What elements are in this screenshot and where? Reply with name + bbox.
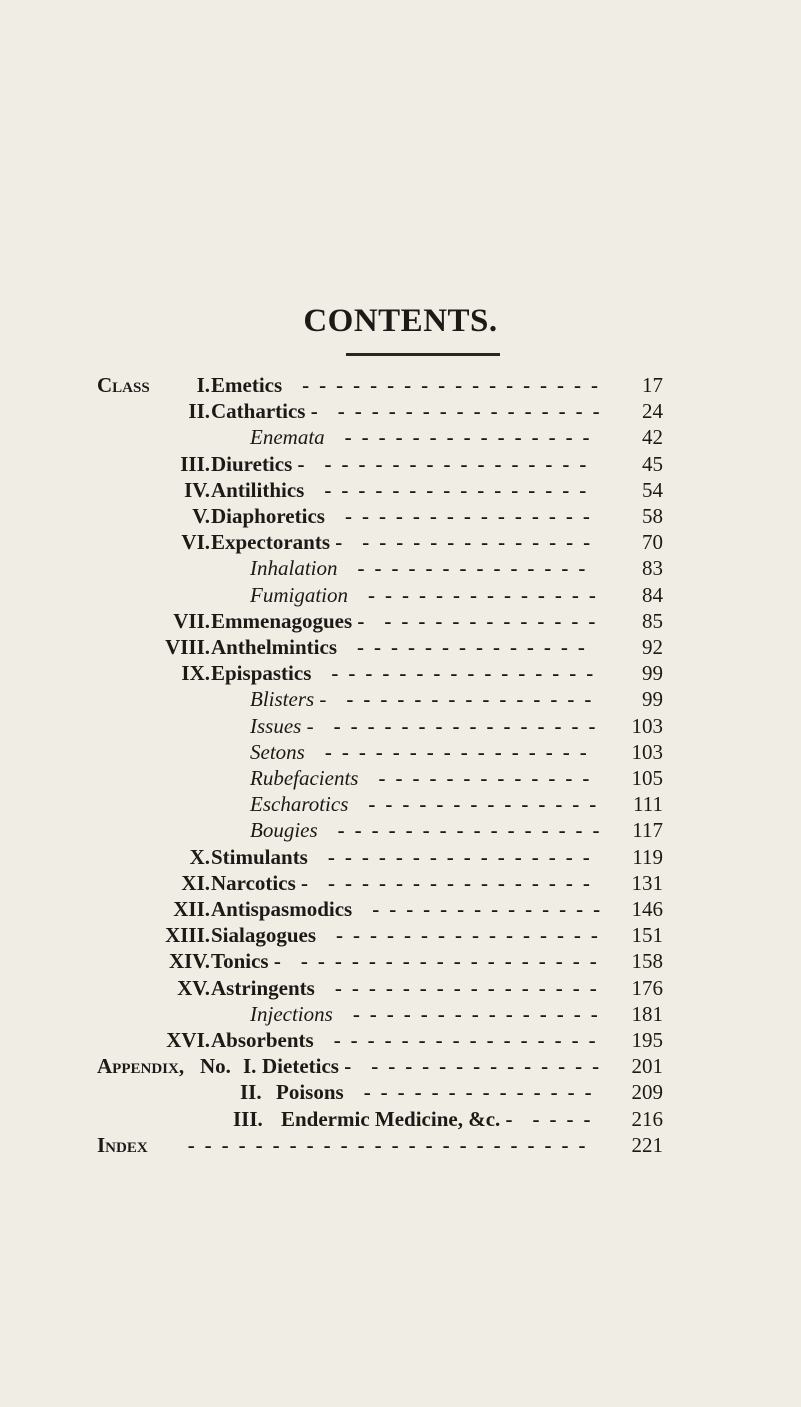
page-number: 103 <box>631 739 663 764</box>
dot-leader: ---------------- <box>336 923 608 948</box>
appendix-entry <box>0 1053 801 1079</box>
entry-title: Diuretics - <box>211 451 305 476</box>
page-number: 70 <box>642 530 663 555</box>
page-number: 195 <box>631 1028 663 1052</box>
toc-entry <box>0 791 801 817</box>
entry-title: Setons <box>250 739 305 764</box>
toc-entry <box>0 529 801 555</box>
page-number: 111 <box>633 792 663 817</box>
page-number: 92 <box>642 635 663 659</box>
class-numeral: IX. <box>181 661 210 686</box>
entry-title: Anthelmintics <box>211 635 337 659</box>
entry-title: Endermic Medicine, &c. - <box>281 1106 513 1131</box>
title-rule <box>346 353 500 356</box>
toc-entry <box>0 451 801 477</box>
page-number: 221 <box>631 1132 663 1157</box>
page-number: 176 <box>631 975 663 1000</box>
class-numeral: XII. <box>173 897 210 921</box>
dot-leader: ------------------ <box>300 949 607 974</box>
toc-entry <box>0 765 801 791</box>
appendix-entry <box>0 1079 801 1105</box>
appendix-numeral: II. <box>240 1080 262 1105</box>
toc-entry <box>0 477 801 503</box>
class-numeral: IV. <box>184 477 210 502</box>
page-number: 58 <box>642 504 663 528</box>
dot-leader: ---------------- <box>324 739 597 764</box>
entry-title: Blisters - <box>250 687 327 712</box>
entry-title: Injections <box>250 1001 333 1026</box>
entry-title: Astringents <box>211 975 315 1000</box>
entry-title: Emetics <box>211 373 283 397</box>
class-numeral: XIV. <box>168 949 210 974</box>
entry-title: Sialagogues <box>211 923 317 948</box>
entry-title: Stimulants <box>211 844 308 869</box>
entry-title: Inhalation <box>250 556 338 581</box>
entry-title: Narcotics - <box>211 870 308 895</box>
entry-title: Epispastics <box>211 661 312 686</box>
class-numeral: V. <box>192 504 210 528</box>
dot-leader: ------------- <box>378 766 600 790</box>
page-title: CONTENTS. <box>303 303 498 339</box>
class-numeral: I. <box>196 373 210 397</box>
entry-title: Cathartics - <box>211 399 318 424</box>
entry-title: Diaphoretics <box>211 504 325 528</box>
page-number: 131 <box>631 870 663 895</box>
dot-leader: --------------- <box>344 425 600 450</box>
page-number: 99 <box>642 661 663 686</box>
class-numeral: II. <box>188 399 210 424</box>
page-number: 216 <box>631 1106 663 1131</box>
class-numeral: XI. <box>181 870 210 895</box>
dot-leader: ---------------- <box>331 661 604 686</box>
dot-leader: -------------- <box>371 1054 610 1079</box>
entry-title: Dietetics - <box>262 1054 352 1079</box>
toc-entry <box>0 503 801 529</box>
class-numeral: III. <box>180 451 210 476</box>
dot-leader: --------------- <box>352 1001 608 1026</box>
toc-entry <box>0 713 801 739</box>
class-numeral: XV. <box>177 975 210 1000</box>
entry-title: Poisons <box>276 1080 344 1105</box>
toc-entry <box>0 896 801 922</box>
page-number: 119 <box>632 844 663 869</box>
dot-leader: ---------------- <box>324 477 597 502</box>
entry-title: Antilithics <box>211 477 305 502</box>
page-number: 83 <box>642 556 663 581</box>
entry-title: Rubefacients <box>250 766 359 790</box>
page-number: 42 <box>642 425 663 450</box>
toc-entry <box>0 1027 801 1053</box>
page-number: 117 <box>632 818 663 843</box>
appendix-no: No. <box>200 1054 231 1079</box>
page-number: 146 <box>631 897 663 921</box>
entry-title: Absorbents <box>211 1028 314 1052</box>
toc-entry <box>0 922 801 948</box>
index-entry <box>0 1132 801 1158</box>
page-number: 209 <box>631 1080 663 1105</box>
dot-leader: ---------------- <box>334 975 607 1000</box>
entry-title: Escharotics <box>250 792 349 817</box>
class-numeral: VII. <box>173 608 210 633</box>
dot-leader: -------------- <box>368 792 607 817</box>
page-number: 158 <box>631 949 663 974</box>
toc-entry <box>0 948 801 974</box>
page-number: 54 <box>642 477 663 502</box>
class-numeral: X. <box>189 844 210 869</box>
toc-entry <box>0 582 801 608</box>
toc-entry <box>0 555 801 581</box>
dot-leader: -------------- <box>372 897 611 921</box>
dot-leader: ------------------ <box>302 373 609 397</box>
toc-entry <box>0 1001 801 1027</box>
appendix-label: Appendix, <box>97 1054 185 1079</box>
appendix-numeral: I. <box>243 1054 257 1079</box>
dot-leader: -------------- <box>362 530 601 555</box>
dot-leader: -------------- <box>368 582 606 607</box>
toc-entry <box>0 372 801 398</box>
class-numeral: XVI. <box>166 1028 210 1052</box>
entry-title: Tonics - <box>211 949 281 974</box>
entry-title: Emmenagogues - <box>211 608 365 633</box>
page-number: 103 <box>631 713 663 738</box>
page-number: 181 <box>631 1001 663 1026</box>
dot-leader: --------------- <box>346 687 602 712</box>
toc-entry <box>0 398 801 424</box>
class-numeral: VI. <box>181 530 210 555</box>
page-number: 151 <box>631 923 663 948</box>
toc-entry <box>0 424 801 450</box>
dot-leader: ---------------- <box>333 1028 606 1052</box>
class-label: Class <box>97 373 150 397</box>
toc-entry <box>0 844 801 870</box>
entry-title: Fumigation <box>250 582 348 607</box>
class-numeral: XIII. <box>165 923 210 948</box>
toc-entry <box>0 817 801 843</box>
appendix-numeral: III. <box>233 1106 263 1131</box>
dot-leader: ---------------- <box>337 399 610 424</box>
dot-leader: ---- <box>532 1106 601 1131</box>
page-number: 105 <box>631 766 663 790</box>
page-number: 45 <box>642 451 663 476</box>
toc-entry <box>0 870 801 896</box>
toc-entry <box>0 634 801 660</box>
dot-leader: ---------------- <box>333 713 606 738</box>
entry-title: Expectorants - <box>211 530 343 555</box>
entry-title: Bougies <box>250 818 318 843</box>
index-label: Index <box>97 1132 148 1157</box>
dot-leader: ---------------- <box>327 844 600 869</box>
toc-entry <box>0 608 801 634</box>
appendix-entry <box>0 1106 801 1132</box>
toc-entry <box>0 660 801 686</box>
toc-entry <box>0 975 801 1001</box>
page-number: 24 <box>642 399 663 424</box>
dot-leader: ---------------- <box>324 451 597 476</box>
dot-leader: ---------------- <box>328 870 600 895</box>
page-number: 201 <box>631 1054 663 1079</box>
dot-leader: ---------------- <box>337 818 610 843</box>
dot-leader: --------------- <box>344 504 600 528</box>
dot-leader: -------------- <box>357 635 595 659</box>
dot-leader: ------------------------ <box>187 1132 596 1157</box>
toc-entry <box>0 686 801 712</box>
entry-title: Issues - <box>250 713 314 738</box>
page-number: 17 <box>642 373 663 397</box>
page-number: 85 <box>642 608 663 633</box>
entry-title: Antispasmodics <box>211 897 353 921</box>
class-numeral: VIII. <box>165 635 210 659</box>
dot-leader: -------------- <box>357 556 596 581</box>
dot-leader: ------------- <box>384 608 606 633</box>
dot-leader: -------------- <box>363 1080 602 1105</box>
page-number: 99 <box>642 687 663 712</box>
toc-entry <box>0 739 801 765</box>
entry-title: Enemata <box>250 425 325 450</box>
page-number: 84 <box>642 582 663 607</box>
